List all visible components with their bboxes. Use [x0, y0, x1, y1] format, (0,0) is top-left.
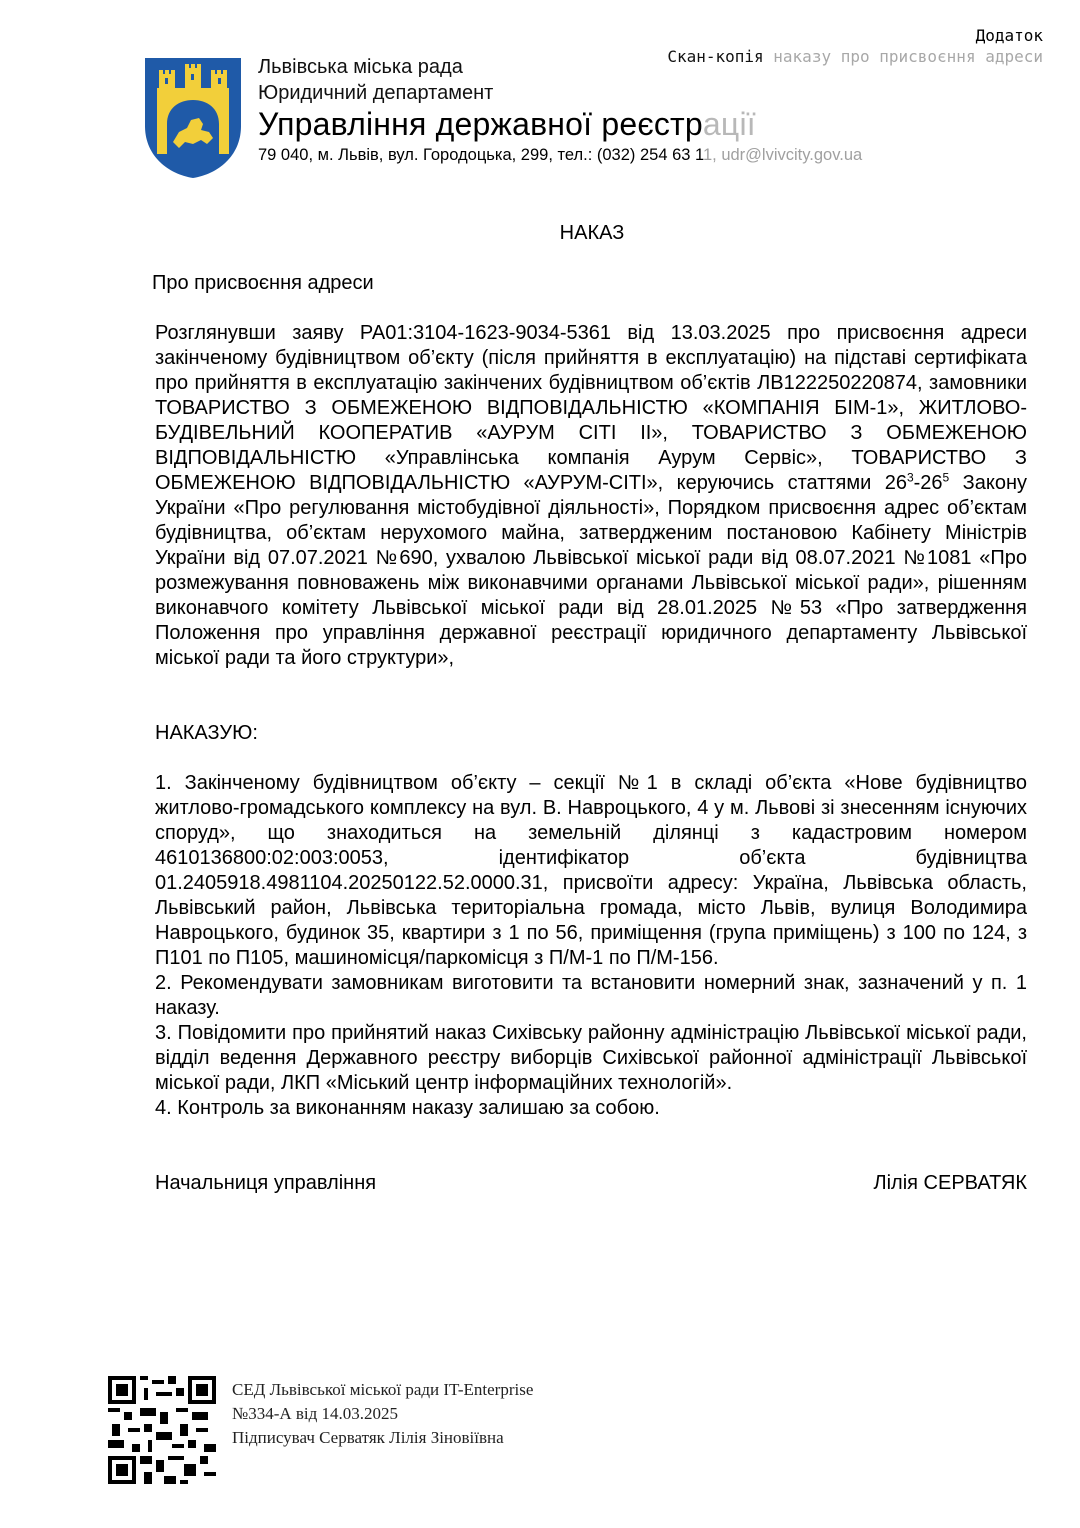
order-item: 2. Рекомендувати замовникам виготовити та встановити номерний знак, зазначений у п. 1 наказу. — [155, 972, 1027, 1019]
sed-system: СЕД Львівської міської ради IT-Enterprise — [232, 1380, 534, 1399]
preamble-sup1: 3 — [906, 470, 914, 485]
document-title: НАКАЗ — [559, 222, 625, 244]
ordered-label: НАКАЗУЮ: — [155, 722, 258, 744]
contact-faded: 1, udr@lvivcity.gov.ua — [702, 146, 863, 164]
preamble-part1: Розглянувши заяву РА01:3104-1623-9034-5361 від 13.03.2025 про присвоєння адреси закінченому будівництвом об’єкту (після прийняття в експлуатацію) на підставі сертифіката про прийняття в експлуатацію закінчених будівництвом об’єктів ЛВ122250220874, замовники ТОВАРИСТВО З ОБМЕЖЕНОЮ ВІДПОВІДАЛЬНІСТЮ «КОМПАНІЯ БІМ-1», ЖИТЛОВО-БУДІВЕЛЬНИЙ КООПЕРАТИВ «АУРУМ СІТІ ІІ», ТОВАРИСТВО З ОБМЕЖЕНОЮ ВІДПОВІДАЛЬНІСТЮ «Управлінська компанія Аурум Сервіс», ТОВАРИСТВО З ОБМЕЖЕНОЮ ВІДПОВІДАЛЬНІСТЮ «АУРУМ-СІТІ», керуючись статтями 26 — [155, 322, 1027, 494]
document-subject: Про присвоєння адреси — [152, 272, 374, 294]
signature-row — [155, 1172, 1027, 1195]
office-title — [258, 106, 756, 143]
order-item: 1. Закінченому будівництвом об’єкту – секції №1 в складі об’єкта «Нове будівництво житлово-громадського комплексу на вул. В. Навроцького, 4 у м. Львові зі знесенням існуючих споруд», що знаходиться на земельній ділянці з кадастровим номером 4610136800:02:003:0053, ідентифікатор об’єкта будівництва 01.2405918.4981104.20250122.52.0000.31, присвоїти адресу: Україна, Львівська область, Львівський район, Львівська територіальна громада, місто Львів, вулиця Володимира Навроцького, будинок 35, квартири з 1 по 56, приміщення (група приміщень) з 100 по 124, з П101 по П105, машиномісця/паркомісця з П/М-1 по П/М-156. — [155, 772, 1027, 969]
org-name: Львівська міська рада — [258, 56, 463, 78]
contact-line — [258, 146, 862, 165]
department-name: Юридичний департамент — [258, 82, 494, 104]
sed-signer: Підписувач Серватяк Лілія Зіновіївна — [232, 1428, 504, 1447]
addendum-label: Додаток — [975, 26, 1043, 45]
signature-name: Лілія СЕРВАТЯК — [873, 1172, 1027, 1194]
signature-position: Начальниця управління — [155, 1172, 377, 1194]
order-item: 3. Повідомити про прийнятий наказ Сихівську районну адміністрацію Львівської міської ради, відділ ведення Державного реєстру виборців Сихівської районної адміністрації Львівської міської ради, ЛКП «Міський центр інформаційних технологій». — [155, 1022, 1027, 1094]
lviv-coat-of-arms-icon — [143, 56, 243, 180]
scan-note-light: наказу про присвоєння адреси — [773, 47, 1043, 66]
scan-copy-note — [667, 47, 1043, 66]
office-title-main: Управління державної реєстр — [258, 106, 703, 142]
preamble-paragraph — [155, 321, 1027, 671]
sed-doc-number: №334-А від 14.03.2025 — [232, 1404, 399, 1423]
preamble-part2: Закону України «Про регулювання містобудівної діяльності», Порядком присвоєння адрес об’єктам будівництва, об’єктам нерухомого майна, затвердженим постановою Кабінету Міністрів України від 07.07.2021 №690, ухвалою Львівської міської ради від 08.07.2021 №1081 «Про розмежування повноважень між виконавчими органами Львівської міської ради», рішенням виконавчого комітету Львівської міської ради від 28.01.2025 №53 «Про затвердження Положення про управління державної реєстрації юридичного департаменту Львівської міської ради та його структури», — [155, 472, 1027, 669]
preamble-sup2: 5 — [942, 470, 950, 485]
qr-code-icon — [108, 1376, 216, 1484]
order-item: 4. Контроль за виконанням наказу залишаю за собою. — [155, 1097, 660, 1119]
scan-note-dark: Скан-копія — [667, 47, 774, 66]
contact-main: 79 040, м. Львів, вул. Городоцька, 299, тел.: (032) 254 63 1 — [258, 146, 703, 164]
office-title-faded: ації — [702, 106, 756, 142]
e-signature-block — [232, 1378, 533, 1450]
order-items — [155, 771, 1027, 1121]
preamble-dash: -26 — [913, 472, 943, 494]
